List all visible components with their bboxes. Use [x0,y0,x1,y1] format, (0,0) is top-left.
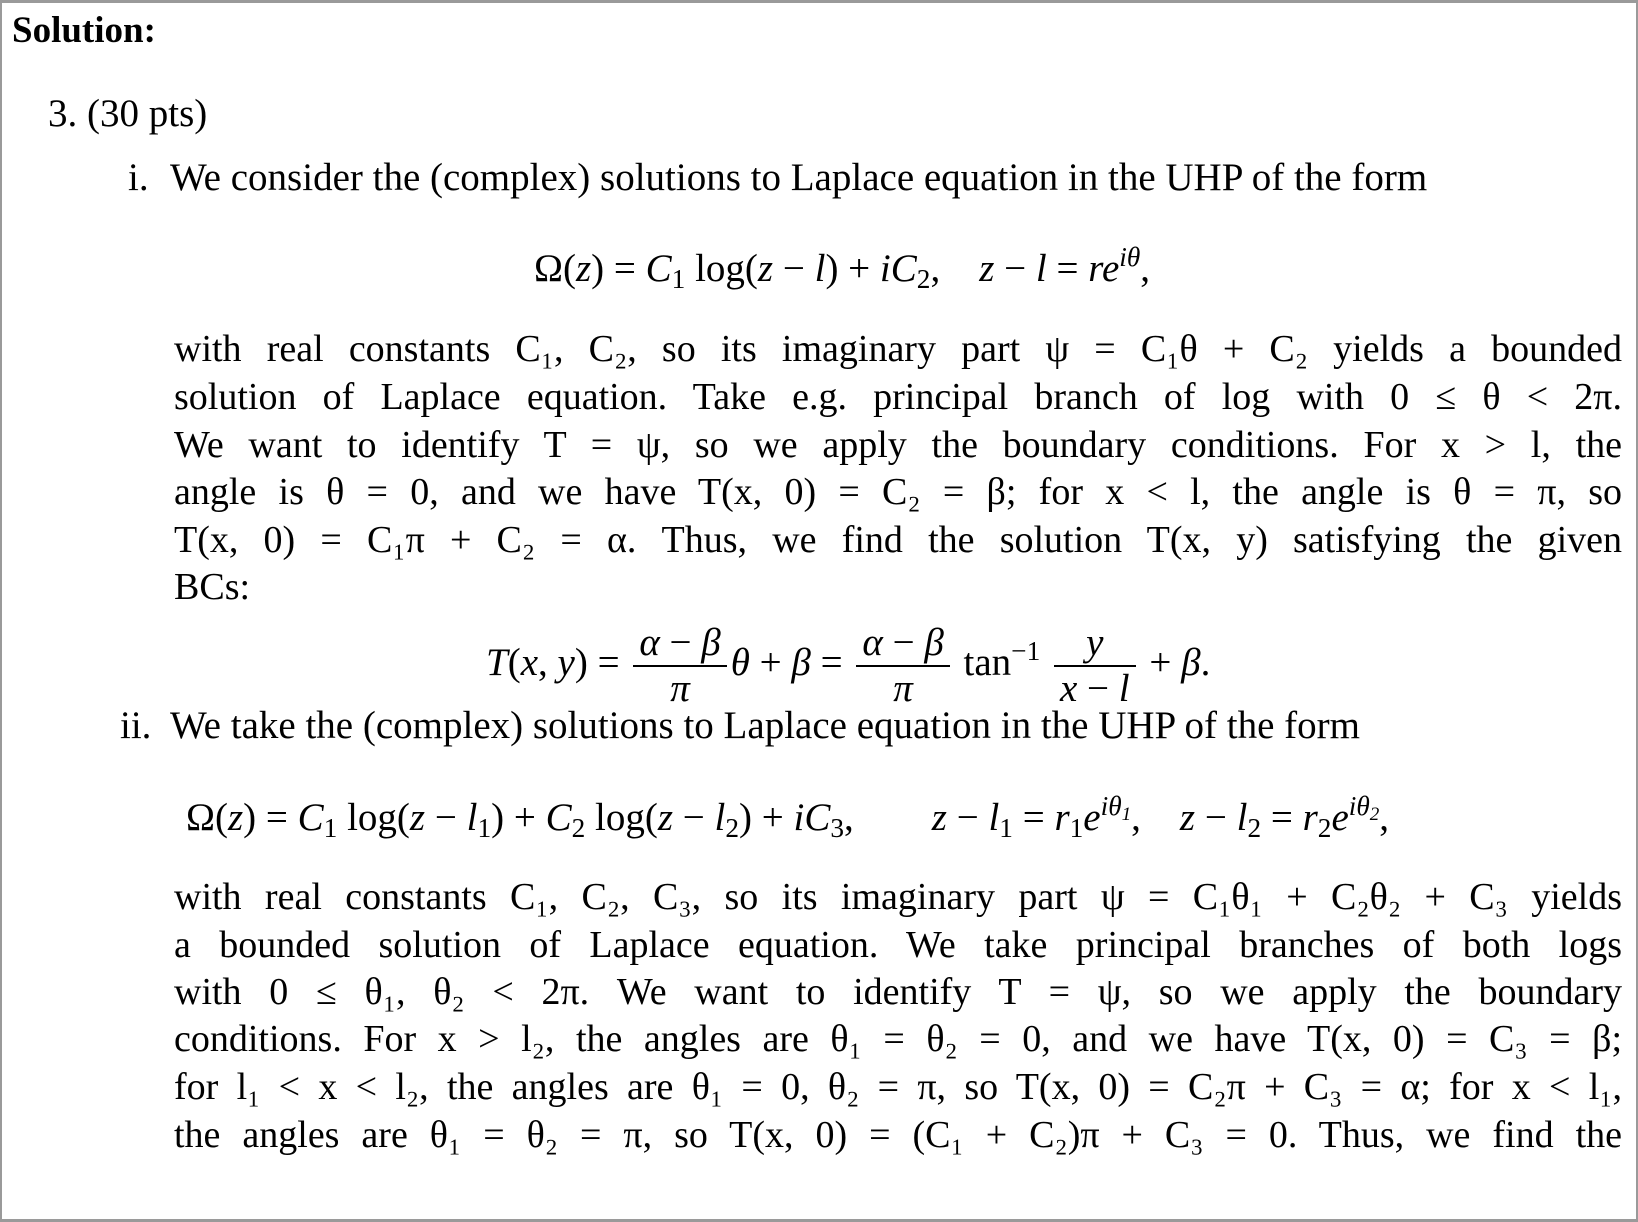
part-ii-line-1: with real constants C₁, C₂, C₃, so its imaginary part ψ = C₁θ₁ + C₂θ₂ + C₃ yields [174,876,1622,918]
problem-points: (30 pts) [87,92,208,135]
part-ii-line-6: the angles are θ₁ = θ₂ = π, so T(x, 0) = (C₁ + C₂)π + C₃ = 0. Thus, we find the [174,1114,1622,1156]
part-i-label: i. [128,156,149,199]
part-i-line-6: BCs: [174,566,251,608]
part-i-line-4: angle is θ = 0, and we have T(x, 0) = C₂ = β; for x < l, the angle is θ = π, so [174,471,1622,513]
part-ii-line-3: with 0 ≤ θ₁, θ₂ < 2π. We want to identify T = ψ, so we apply the boundary [174,971,1622,1013]
part-i-line-3: We want to identify T = ψ, so we apply the boundary conditions. For x > l, the [174,424,1622,466]
part-ii-potential-equation: $\Omega(z) = C_1$ $\log(z - l_1) + C_2$ $\log(z - l_2) + iC_3$, $z - l_1 = r_1e^{i\theta_1}$, $z - l_2 = r_2e^{i\theta_2}$, [186,791,1390,843]
part-i-solution-equation: T(x, y) = $\frac{\alpha - \beta}{\pi}$ θ + β = $\frac{\alpha - \beta}{\pi}$ $\tan^{-1}$ $\frac{y}{x - l}$ + β. [486,621,1211,710]
part-i-line-5: T(x, 0) = C₁π + C₂ = α. Thus, we find the solution T(x, y) satisfying the given [174,519,1622,561]
part-ii-line-4: conditions. For x > l₂, the angles are θ₁ = θ₂ = 0, and we have T(x, 0) = C₃ = β; [174,1018,1622,1060]
part-ii-line-2: a bounded solution of Laplace equation. We take principal branches of both logs [174,924,1622,966]
problem-number: 3. [48,92,78,135]
part-i-line-2: solution of Laplace equation. Take e.g. principal branch of log with 0 ≤ θ < 2π. [174,376,1622,418]
part-i-intro: We consider the (complex) solutions to Laplace equation in the UHP of the form [170,156,1428,199]
part-ii-line-5: for l₁ < x < l₂, the angles are θ₁ = 0, θ₂ = π, so T(x, 0) = C₂π + C₃ = α; for x < l₁, [174,1066,1622,1108]
part-ii-intro: We take the (complex) solutions to Laplace equation in the UHP of the form [170,704,1360,747]
part-ii-label: ii. [120,704,152,747]
solution-heading: Solution: [12,10,156,51]
problem-header [48,91,207,136]
part-i-potential-equation: $\Omega(z) = C_1$ $\log(z - l) + iC_2$, $z - l = re^{i\theta}$, [534,242,1151,294]
part-i-line-1: with real constants C₁, C₂, so its imaginary part ψ = C₁θ + C₂ yields a bounded [174,328,1622,370]
